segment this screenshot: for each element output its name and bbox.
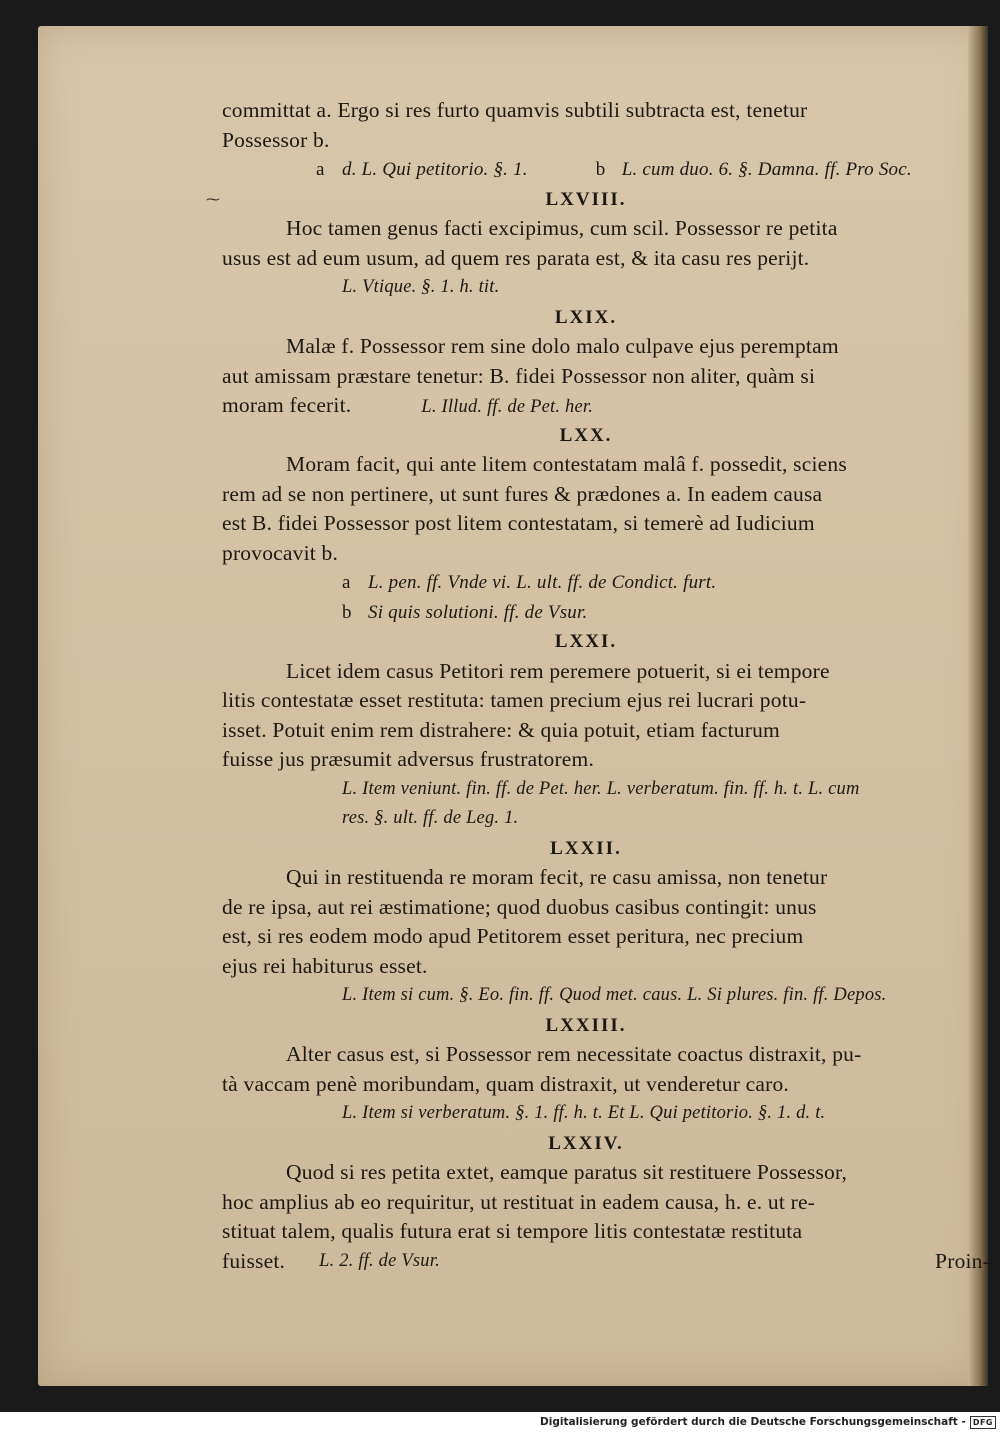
body-text: moram fecerit. <box>222 393 352 417</box>
footnote-line <box>222 598 990 628</box>
body-text: fuisset. <box>222 1248 286 1273</box>
body-text: committat a. Ergo si res furto quamvis subtili subtracta est, tenetur <box>222 98 808 122</box>
section-heading: LXXIV. <box>548 1132 624 1154</box>
body-text: Malæ f. Possessor rem sine dolo malo culpave ejus peremptam <box>286 334 839 358</box>
body-text: Licet idem casus Petitori rem peremere potuerit, si ei tempore <box>286 658 830 683</box>
body-text: est B. fidei Possessor post litem contestatam, si temerè ad Iudicium <box>222 511 815 535</box>
body-line <box>222 332 990 362</box>
body-line <box>222 539 990 569</box>
body-text: Qui in restituenda re moram fecit, re casu amissa, non tenetur <box>286 865 828 889</box>
footnote-text: L. cum duo. 6. §. Damna. ff. Pro Soc. <box>621 159 912 180</box>
section-heading: LXXI. <box>554 631 618 652</box>
body-text: de re ipsa, aut rei æstimatione; quod duobus casibus contingit: unus <box>222 894 817 919</box>
body-text: rem ad se non pertinere, ut sunt fures & prædones a. In eadem causa <box>222 481 823 506</box>
citation-line: L. Item veniunt. fin. ff. de Pet. her. L. verberatum. fin. ff. h. t. L. cum <box>342 778 860 799</box>
body-line <box>222 391 990 421</box>
body-text: Moram facit, qui ante litem contestatam malâ f. possedit, sciens <box>286 452 847 476</box>
footer-credit <box>540 1414 996 1430</box>
body-line <box>222 1247 990 1277</box>
body-line <box>222 922 990 952</box>
footnote-line <box>222 155 990 185</box>
body-line <box>222 450 990 480</box>
citation: L. Illud. ff. de Pet. her. <box>421 397 594 417</box>
footnote-marker: b <box>342 601 352 623</box>
footnote-line <box>222 568 990 598</box>
body-line <box>222 214 990 244</box>
body-text: aut amissam præstare tenetur: B. fidei Possessor non aliter, quàm si <box>222 363 816 388</box>
body-line <box>222 657 990 687</box>
body-line <box>222 863 990 893</box>
footnote-marker: a <box>316 159 325 180</box>
citation-line: L. Item si verberatum. §. 1. ff. h. t. Et L. Qui petitorio. §. 1. d. t. <box>342 1103 826 1123</box>
body-line <box>222 1188 990 1218</box>
citation-line: L. Vtique. §. 1. h. tit. <box>342 277 500 297</box>
ink-mark: ⁓ <box>206 192 220 208</box>
footnote-marker: b <box>595 159 606 180</box>
body-text: ejus rei habiturus esset. <box>222 953 428 978</box>
footnote-text: Si quis solutioni. ff. de Vsur. <box>368 601 588 623</box>
body-text: litis contestatæ esset restituta: tamen precium ejus rei lucrari potu- <box>222 688 807 712</box>
body-text: hoc amplius ab eo requiritur, ut restituat in eadem causa, h. e. ut re- <box>222 1189 816 1214</box>
section-heading: LXXIII. <box>545 1014 627 1036</box>
body-text: usus est ad eum usum, ad quem res parata est, & ita casu res perijt. <box>222 245 810 270</box>
section-heading: LXX. <box>559 424 613 446</box>
body-text: Alter casus est, si Possessor rem necessitate coactus distraxit, pu- <box>286 1042 862 1066</box>
section-heading: LXIX. <box>554 306 618 328</box>
body-text: Quod si res petita extet, eamque paratus sit restituere Possessor, <box>286 1160 848 1184</box>
body-text: provocavit b. <box>222 540 339 565</box>
section-heading: LXVIII. <box>545 188 627 210</box>
body-line <box>222 1070 990 1100</box>
body-line <box>222 126 990 156</box>
body-text: stituat talem, qualis futura erat si tempore litis contestatæ restituta <box>222 1219 803 1243</box>
body-line <box>222 1040 990 1070</box>
body-line <box>222 686 990 716</box>
body-line <box>222 244 990 274</box>
footnote-marker: a <box>342 572 351 593</box>
footnote-text: L. pen. ff. Vnde vi. L. ult. ff. de Condict. furt. <box>368 572 717 593</box>
citation-line: res. §. ult. ff. de Leg. 1. <box>342 808 519 828</box>
body-text: Hoc tamen genus facti excipimus, cum scil. Possessor re petita <box>286 216 838 240</box>
body-line <box>222 1158 990 1188</box>
body-line <box>222 96 990 126</box>
citation-line: L. Item si cum. §. Eo. fin. ff. Quod met. caus. L. Si plures. fin. ff. Depos. <box>342 985 887 1005</box>
catchword: Proin- <box>935 1248 990 1273</box>
section-heading: LXXII. <box>550 837 622 859</box>
footnote-text: d. L. Qui petitorio. §. 1. <box>342 159 528 180</box>
body-text: fuisse jus præsumit adversus frustratorem. <box>222 747 595 771</box>
body-line <box>222 362 990 392</box>
footer-text: Digitalisierung gefördert durch die Deutsche Forschungsgemeinschaft - <box>540 1416 966 1428</box>
body-text: tà vaccam penè moribundam, quam distraxit, ut venderetur caro. <box>222 1071 790 1096</box>
dfg-logo: DFG <box>970 1416 996 1429</box>
body-text: isset. Potuit enim rem distrahere: & quia potuit, etiam facturum <box>222 717 780 742</box>
body-text: Possessor b. <box>222 127 330 152</box>
page-text <box>222 96 990 1276</box>
body-line <box>222 893 990 923</box>
body-line <box>222 952 990 982</box>
body-line <box>222 509 990 539</box>
body-line <box>222 480 990 510</box>
citation: L. 2. ff. de Vsur. <box>319 1250 440 1271</box>
body-line <box>222 745 990 775</box>
body-line <box>222 1217 990 1247</box>
body-line <box>222 716 990 746</box>
body-text: est, si res eodem modo apud Petitorem esset peritura, nec precium <box>222 924 804 948</box>
